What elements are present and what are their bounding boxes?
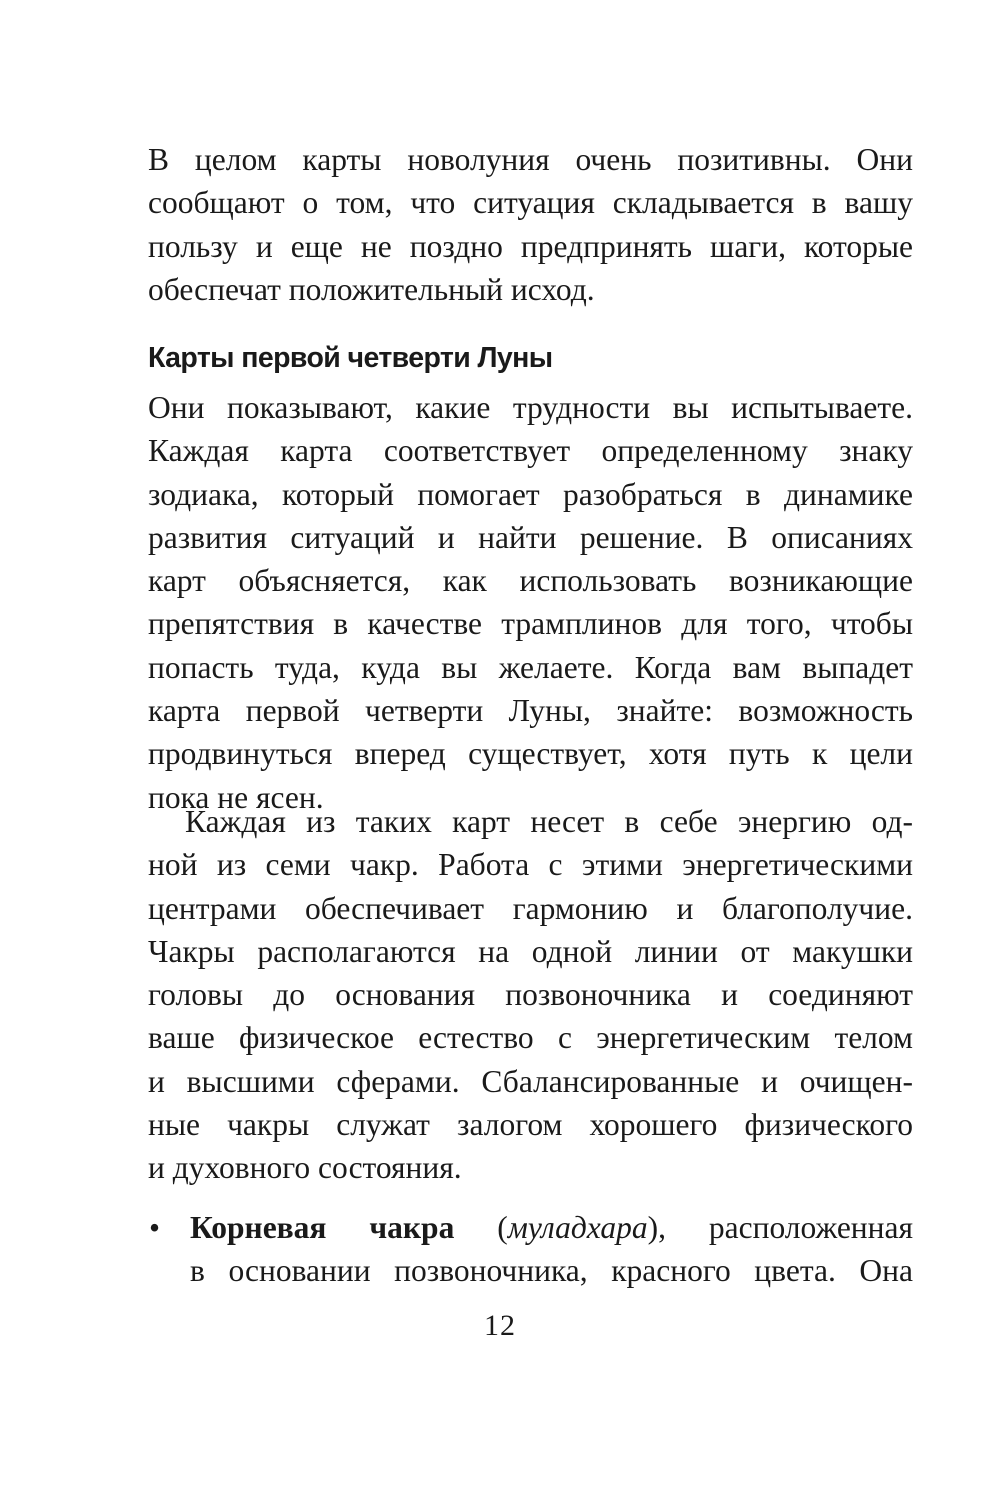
text-line: сообщают о том, что ситуация складывается в вашу [148, 185, 913, 221]
paragraph-new-moon-summary [148, 138, 913, 311]
text-line: зодиака, который помогает разобраться в динамике [148, 476, 913, 512]
bullet-line [190, 1206, 913, 1249]
bullet-line: в основании позвоночника, красного цвета. Она [190, 1253, 913, 1289]
paragraph-first-quarter-intro [148, 386, 913, 819]
bullet-marker: • [149, 1210, 161, 1245]
text-line: карта первой четверти Луны, знайте: возможность [148, 693, 913, 729]
text-line: центрами обеспечивает гармонию и благополучие. [148, 890, 913, 926]
paragraph-chakras [148, 800, 913, 1190]
text-line: Чакры располагаются на одной линии от макушки [148, 933, 913, 969]
text-line: попасть туда, куда вы желаете. Когда вам выпадет [148, 649, 913, 685]
text-line: и высшими сферами. Сбалансированные и очищен- [148, 1063, 913, 1099]
text-line: продвинуться вперед существует, хотя путь к цели [148, 736, 913, 772]
text-line: препятствия в качестве трамплинов для того, чтобы [148, 606, 913, 642]
bullet-term-sanskrit: муладхара [507, 1210, 648, 1245]
bullet-paren-open: ( [454, 1210, 508, 1245]
text-line: ной из семи чакр. Работа с этими энергетическими [148, 847, 913, 883]
text-line: головы до основания позвоночника и соединяют [148, 977, 913, 1013]
text-line: Каждая карта соответствует определенному знаку [148, 433, 913, 469]
text-line: развития ситуаций и найти решение. В описаниях [148, 519, 913, 555]
page-number: 12 [484, 1309, 516, 1342]
bullet-term: Корневая чакра [190, 1210, 455, 1245]
text-line: обеспечат положительный исход. [148, 271, 595, 307]
text-line: В целом карты новолуния очень позитивны. Они [148, 142, 913, 177]
text-line: карт объясняется, как использовать возникающие [148, 563, 913, 599]
text-line: ные чакры служат залогом хорошего физического [148, 1107, 913, 1143]
text-line: и духовного состояния. [148, 1150, 462, 1186]
text-line: пользу и еще не поздно предпринять шаги, которые [148, 228, 913, 264]
text-line: ваше физическое естество с энергетическим телом [148, 1020, 913, 1056]
bullet-line-rest: ), расположенная [647, 1210, 913, 1245]
bullet-item-root-chakra [190, 1206, 913, 1293]
text-line: Каждая из таких карт несет в себе энергию од- [185, 804, 913, 839]
text-line: пока не ясен. [148, 779, 324, 815]
text-line: Они показывают, какие трудности вы испытываете. [148, 390, 913, 425]
section-heading: Карты первой четверти Луны [148, 342, 553, 374]
